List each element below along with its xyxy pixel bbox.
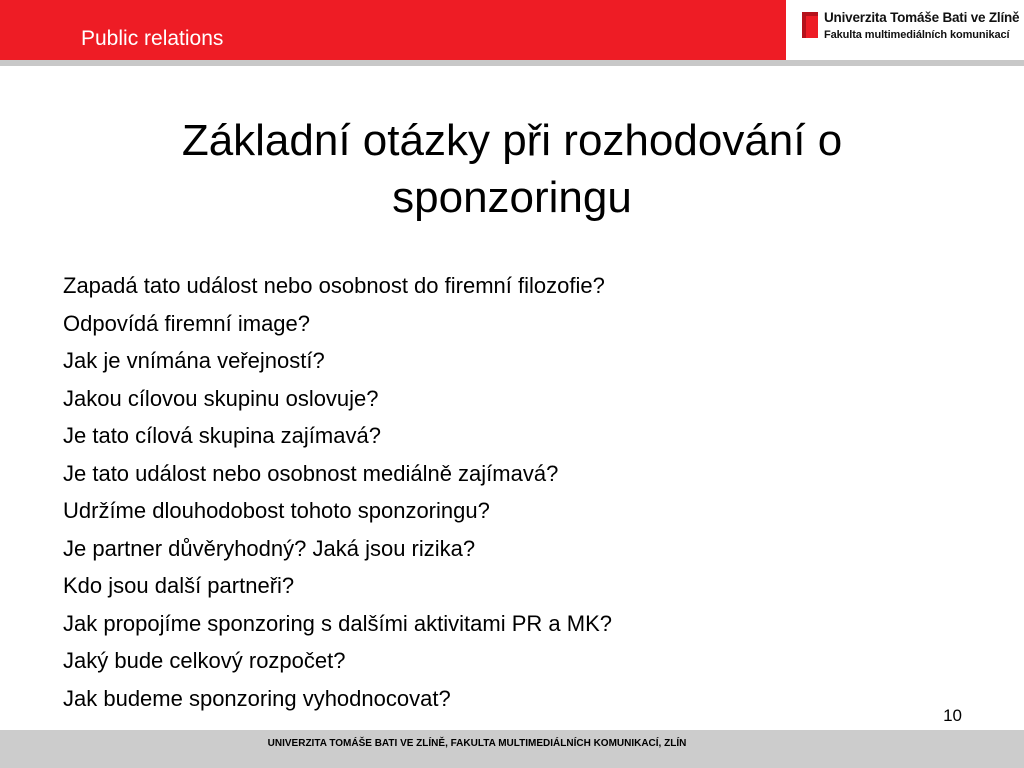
slide-title: Základní otázky při rozhodování o sponzoringu <box>181 116 843 222</box>
list-item: Je tato cílová skupina zajímavá? <box>63 423 381 448</box>
university-logo-icon <box>802 12 818 38</box>
header-divider <box>0 60 1024 66</box>
logo-university-name: Univerzita Tomáše Bati ve Zlíně <box>824 10 1020 25</box>
list-item: Je tato událost nebo osobnost mediálně zajímavá? <box>63 460 559 486</box>
list-item: Zapadá tato událost nebo osobnost do firemní filozofie? <box>63 273 605 298</box>
logo-area <box>786 0 1024 60</box>
list-item: Jak je vnímána veřejností? <box>63 348 325 373</box>
list-item: Je partner důvěryhodný? Jaká jsou rizika? <box>63 535 476 561</box>
list-item: Jak budeme sponzoring vyhodnocovat? <box>63 685 451 711</box>
footer-text: UNIVERZITA TOMÁŠE BATI VE ZLÍNĚ, FAKULTA MULTIMEDIÁLNÍCH KOMUNIKACÍ, ZLÍN <box>267 738 687 749</box>
question-list <box>63 267 943 717</box>
list-item: Jakou cílovou skupinu oslovuje? <box>63 385 379 411</box>
list-item: Jak propojíme sponzoring s dalšími aktivitami PR a MK? <box>63 610 612 636</box>
list-item: Odpovídá firemní image? <box>63 310 311 336</box>
footer-band <box>0 730 1024 768</box>
logo-faculty-name: Fakulta multimediálních komunikací <box>824 29 1010 41</box>
header-band <box>0 0 786 60</box>
list-item: Udržíme dlouhodobost tohoto sponzoringu? <box>63 498 490 523</box>
list-item: Kdo jsou další partneři? <box>63 573 295 598</box>
list-item: Jaký bude celkový rozpočet? <box>63 648 346 673</box>
section-title: Public relations <box>81 27 224 50</box>
page-number: 10 <box>943 706 962 725</box>
